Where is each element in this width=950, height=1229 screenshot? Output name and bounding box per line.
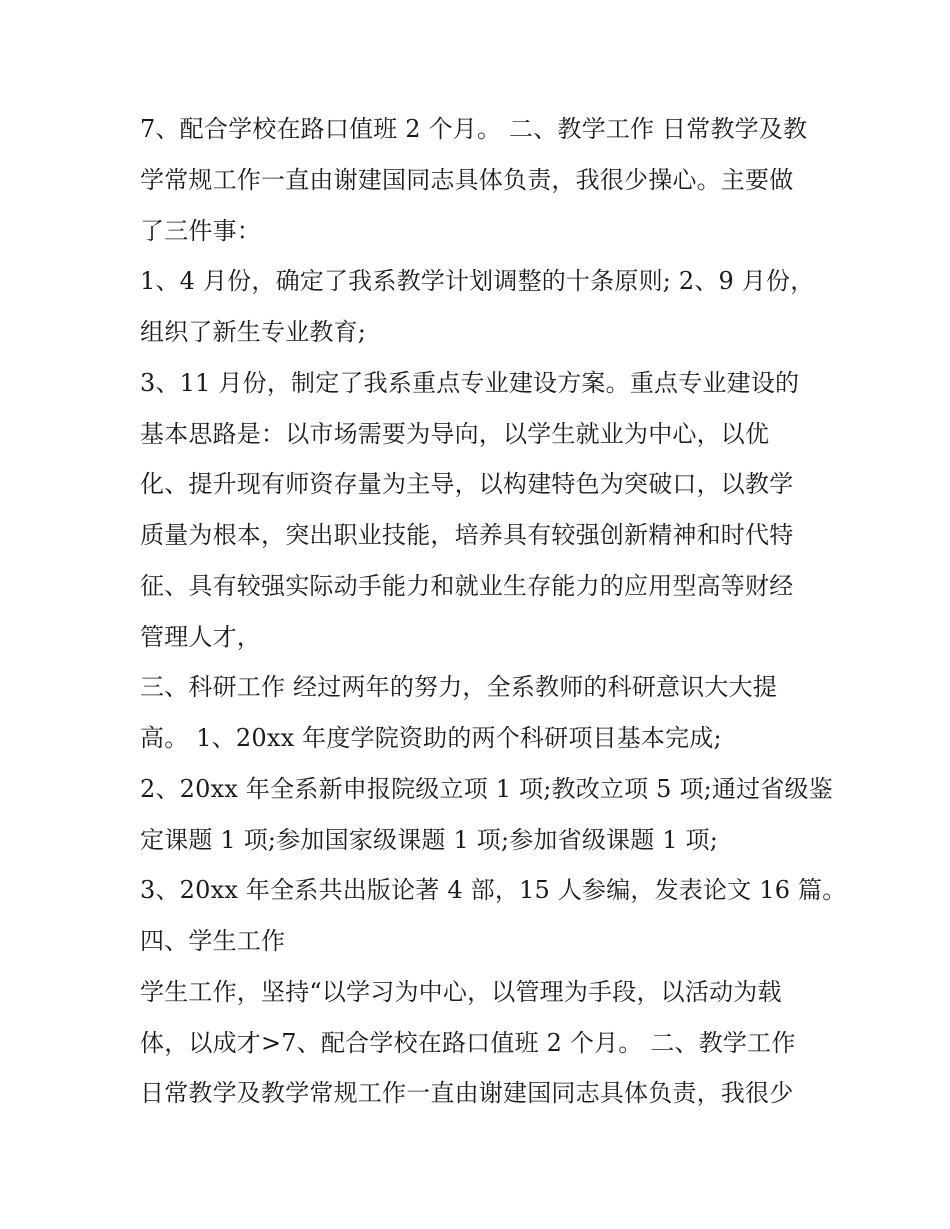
text-line: 基本思路是：以市场需要为导向，以学生就业为中心，以优: [140, 419, 770, 448]
text-line: 3、11 月份，制定了我系重点专业建设方案。重点专业建设的: [140, 368, 800, 397]
section-heading-line: 四、学生工作: [140, 927, 286, 955]
text-line: 了三件事：: [140, 216, 261, 245]
text-line: 质量为根本，突出职业技能，培养具有较强创新精神和时代特: [140, 521, 794, 549]
text-line: 组织了新生专业教育;: [140, 318, 367, 346]
text-line: 征、具有较强实际动手能力和就业生存能力的应用型高等财经: [140, 571, 794, 600]
text-line: 2、20xx 年全系新申报院级立项 1 项;教改立项 5 项;通过省级鉴: [140, 774, 833, 803]
text-line: 化、提升现有师资存量为主导，以构建特色为突破口，以教学: [140, 470, 794, 499]
text-line: 学常规工作一直由谢建国同志具体负责，我很少操心。主要做: [140, 165, 794, 194]
text-line: 学生工作，坚持“以学习为中心，以管理为手段，以活动为载: [140, 977, 782, 1006]
text-line: 管理人才，: [140, 622, 261, 651]
text-line: 定课题 1 项;参加国家级课题 1 项;参加省级课题 1 项;: [140, 825, 719, 854]
text-line: 7、配合学校在路口值班 2 个月。 二、教学工作 日常教学及教: [140, 115, 808, 143]
section-heading-line: 三、科研工作 经过两年的努力，全系教师的科研意识大大提: [140, 673, 778, 702]
text-line: 1、4 月份，确定了我系教学计划调整的十条原则; 2、9 月份，: [140, 267, 815, 296]
text-line: 高。 1、20xx 年度学院资助的两个科研项目基本完成;: [140, 724, 722, 752]
document-body: [140, 104, 847, 1119]
text-line: 日常教学及教学常规工作一直由谢建国同志具体负责，我很少: [140, 1079, 794, 1108]
text-line: 3、20xx 年全系共出版论著 4 部，15 人参编，发表论文 16 篇。: [140, 876, 847, 905]
text-line: 体，以成才>7、配合学校在路口值班 2 个月。 二、教学工作: [140, 1028, 796, 1057]
